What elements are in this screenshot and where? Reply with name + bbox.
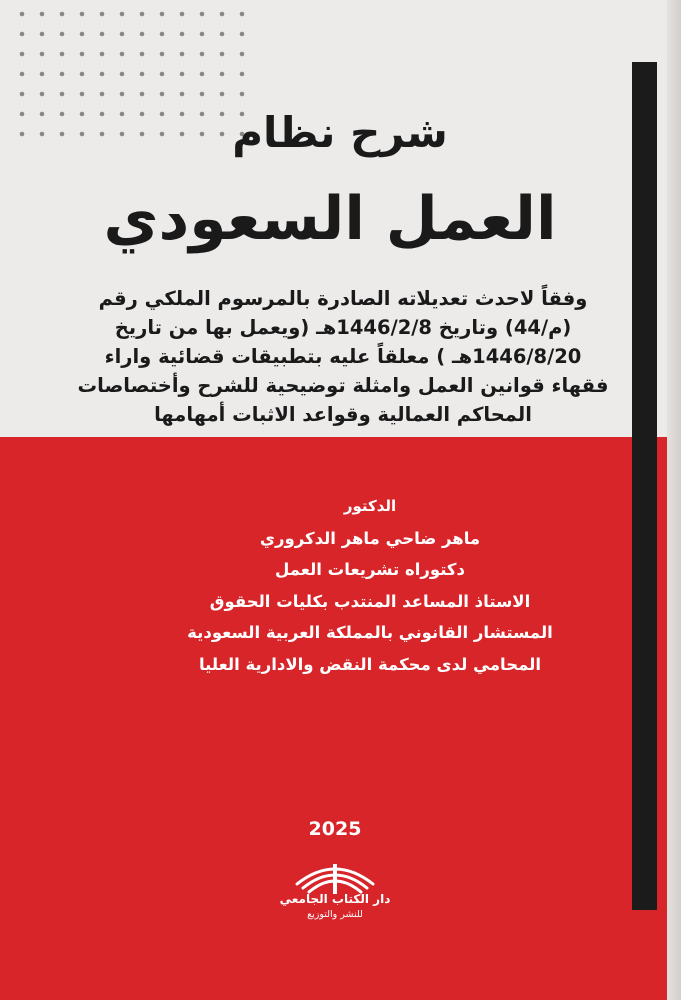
subtitle-line: (م/44) وتاريخ 1446/2/8هـ (ويعمل بها من تاريخ — [114, 316, 572, 339]
publication-year: 2025 — [308, 818, 362, 840]
author-credential: الاستاذ المساعد المنتدب بكليات الحقوق — [209, 591, 531, 611]
subtitle-line: وفقاً لاحدث تعديلاته الصادرة بالمرسوم الملكي رقم — [98, 287, 588, 310]
author-block — [150, 491, 590, 680]
title-line-1: شرح نظام — [232, 108, 448, 157]
title-line-2: العمل السعودي — [103, 184, 557, 254]
author-credential: المحامي لدى محكمة النقض والادارية العليا — [198, 654, 542, 674]
author-name: ماهر ضاحي ماهر الدكروري — [259, 528, 481, 548]
subtitle-line: فقهاء قوانين العمل وامثلة توضيحية للشرح وأختصاصات — [77, 374, 609, 397]
subtitle-line: المحاكم العمالية وقواعد الاثبات أمهامها — [154, 403, 532, 426]
open-book-logo-icon — [289, 848, 381, 896]
author-title: الدكتور — [343, 497, 397, 515]
subtitle — [60, 284, 626, 429]
author-credential: المستشار القانوني بالمملكة العربية السعودية — [187, 623, 553, 642]
publisher-name: دار الكتاب الجامعي — [279, 892, 391, 906]
author-credential: دكتوراه تشريعات العمل — [274, 560, 466, 579]
vertical-accent-bar — [632, 62, 657, 910]
publisher-tagline: للنشر والتوزيع — [307, 909, 363, 920]
subtitle-line: 1446/8/20هـ ) معلقاً عليه بتطبيقات قضائية واراء — [104, 345, 582, 368]
book-edge — [667, 0, 681, 1000]
